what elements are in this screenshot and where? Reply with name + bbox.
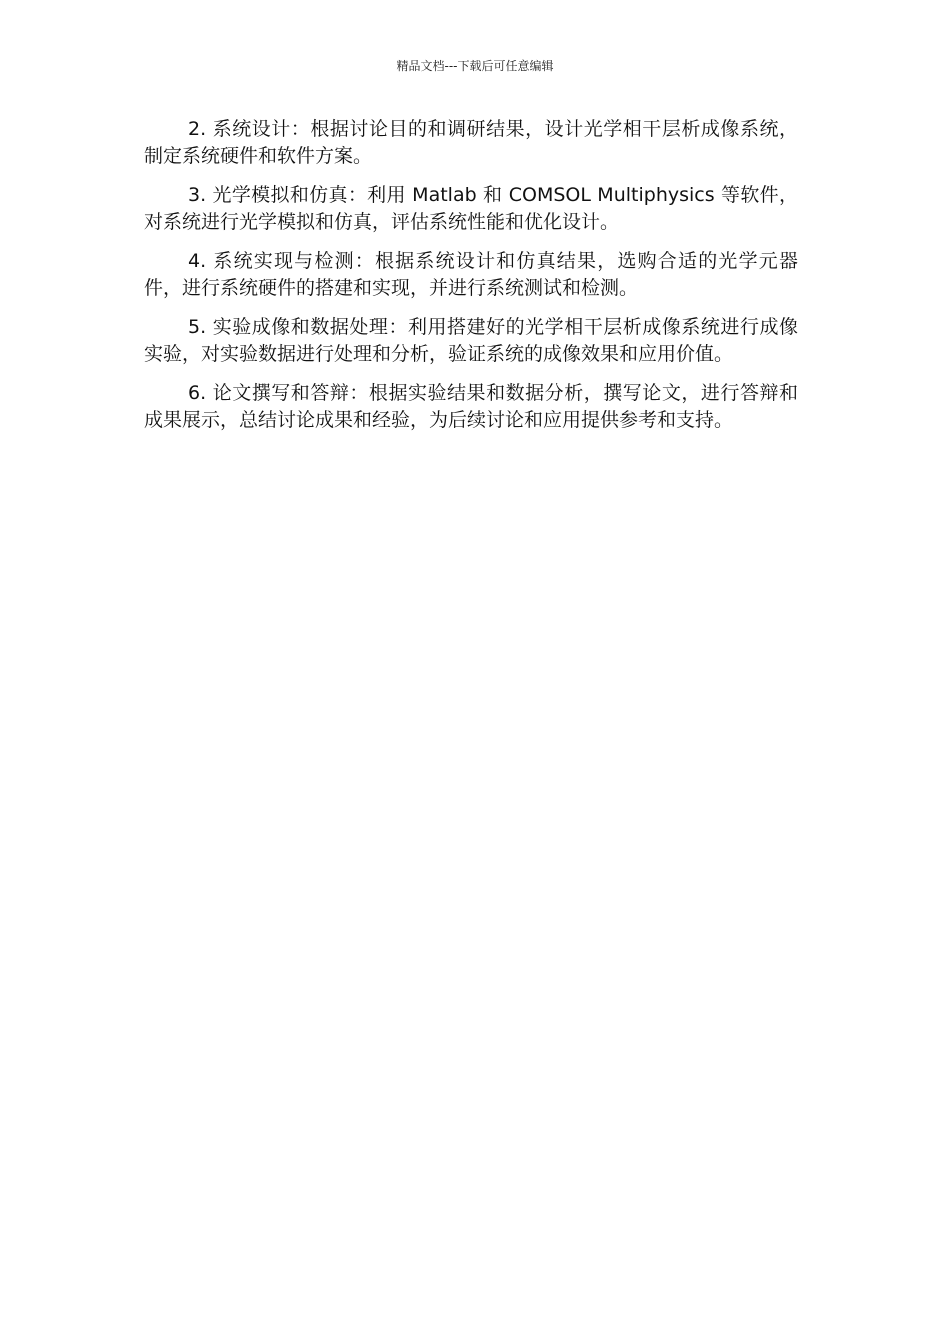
paragraph-step-5: 5. 实验成像和数据处理：利用搭建好的光学相干层析成像系统进行成像实验，对实验数据进行处理和分析，验证系统的成像效果和应用价值。 bbox=[144, 316, 798, 365]
paragraph-step-3: 3. 光学模拟和仿真：利用 Matlab 和 COMSOL Multiphysics 等软件，对系统进行光学模拟和仿真，评估系统性能和优化设计。 bbox=[144, 184, 798, 233]
paragraph-step-4: 4. 系统实现与检测：根据系统设计和仿真结果，选购合适的光学元器件，进行系统硬件的搭建和实现，并进行系统测试和检测。 bbox=[144, 250, 798, 299]
paragraph-step-2: 2. 系统设计：根据讨论目的和调研结果，设计光学相干层析成像系统，制定系统硬件和软件方案。 bbox=[144, 118, 798, 167]
paragraph-step-6: 6. 论文撰写和答辩：根据实验结果和数据分析，撰写论文，进行答辩和成果展示，总结讨论成果和经验，为后续讨论和应用提供参考和支持。 bbox=[144, 382, 798, 431]
page-header: 精品文档---下载后可任意编辑 bbox=[396, 59, 554, 73]
document-body bbox=[144, 116, 798, 446]
